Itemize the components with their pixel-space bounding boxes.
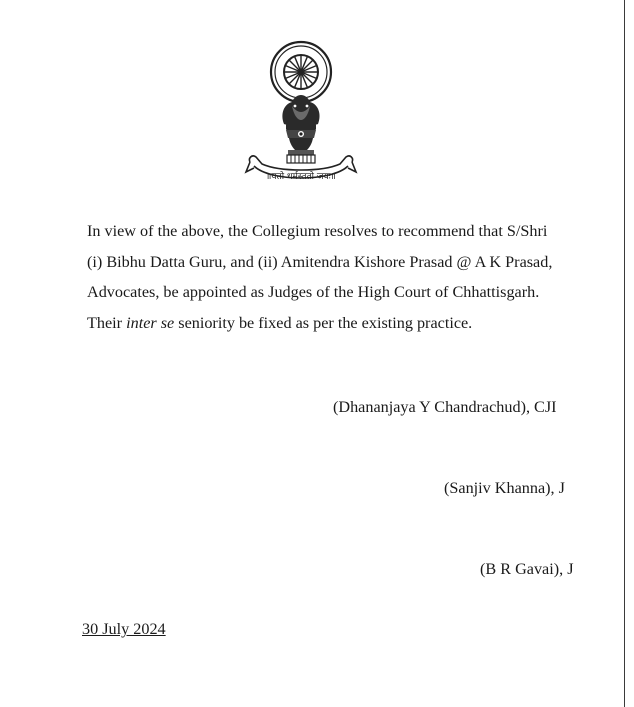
signatory-khanna: (Sanjiv Khanna), J xyxy=(444,479,565,497)
resolution-line-3: Advocates, be appointed as Judges of the High Court of Chhattisgarh. xyxy=(87,283,540,301)
resolution-line-1: In view of the above, the Collegium resolves to recommend that S/Shri xyxy=(87,222,548,240)
line-4-prefix: Their xyxy=(87,313,127,332)
line-4-suffix: seniority be fixed as per the existing practice. xyxy=(174,313,473,332)
dharma-chakra-icon xyxy=(284,55,318,89)
signatory-cji: (Dhananjaya Y Chandrachud), CJI xyxy=(333,398,557,416)
supreme-court-emblem xyxy=(240,40,362,192)
resolution-line-4 xyxy=(87,308,607,339)
page-edge-rule xyxy=(624,0,625,707)
lion-capital-icon xyxy=(282,95,319,163)
resolution-paragraph xyxy=(87,216,607,338)
motto-text: ॥यतो धर्मस्ततो जयः॥ xyxy=(266,172,336,182)
signatory-gavai: (B R Gavai), J xyxy=(480,560,574,578)
resolution-line-2: (i) Bibhu Datta Guru, and (ii) Amitendra Kishore Prasad @ A K Prasad, xyxy=(87,252,553,271)
document-date: 30 July 2024 xyxy=(82,620,166,638)
inter-se-italic: inter se xyxy=(126,313,175,332)
